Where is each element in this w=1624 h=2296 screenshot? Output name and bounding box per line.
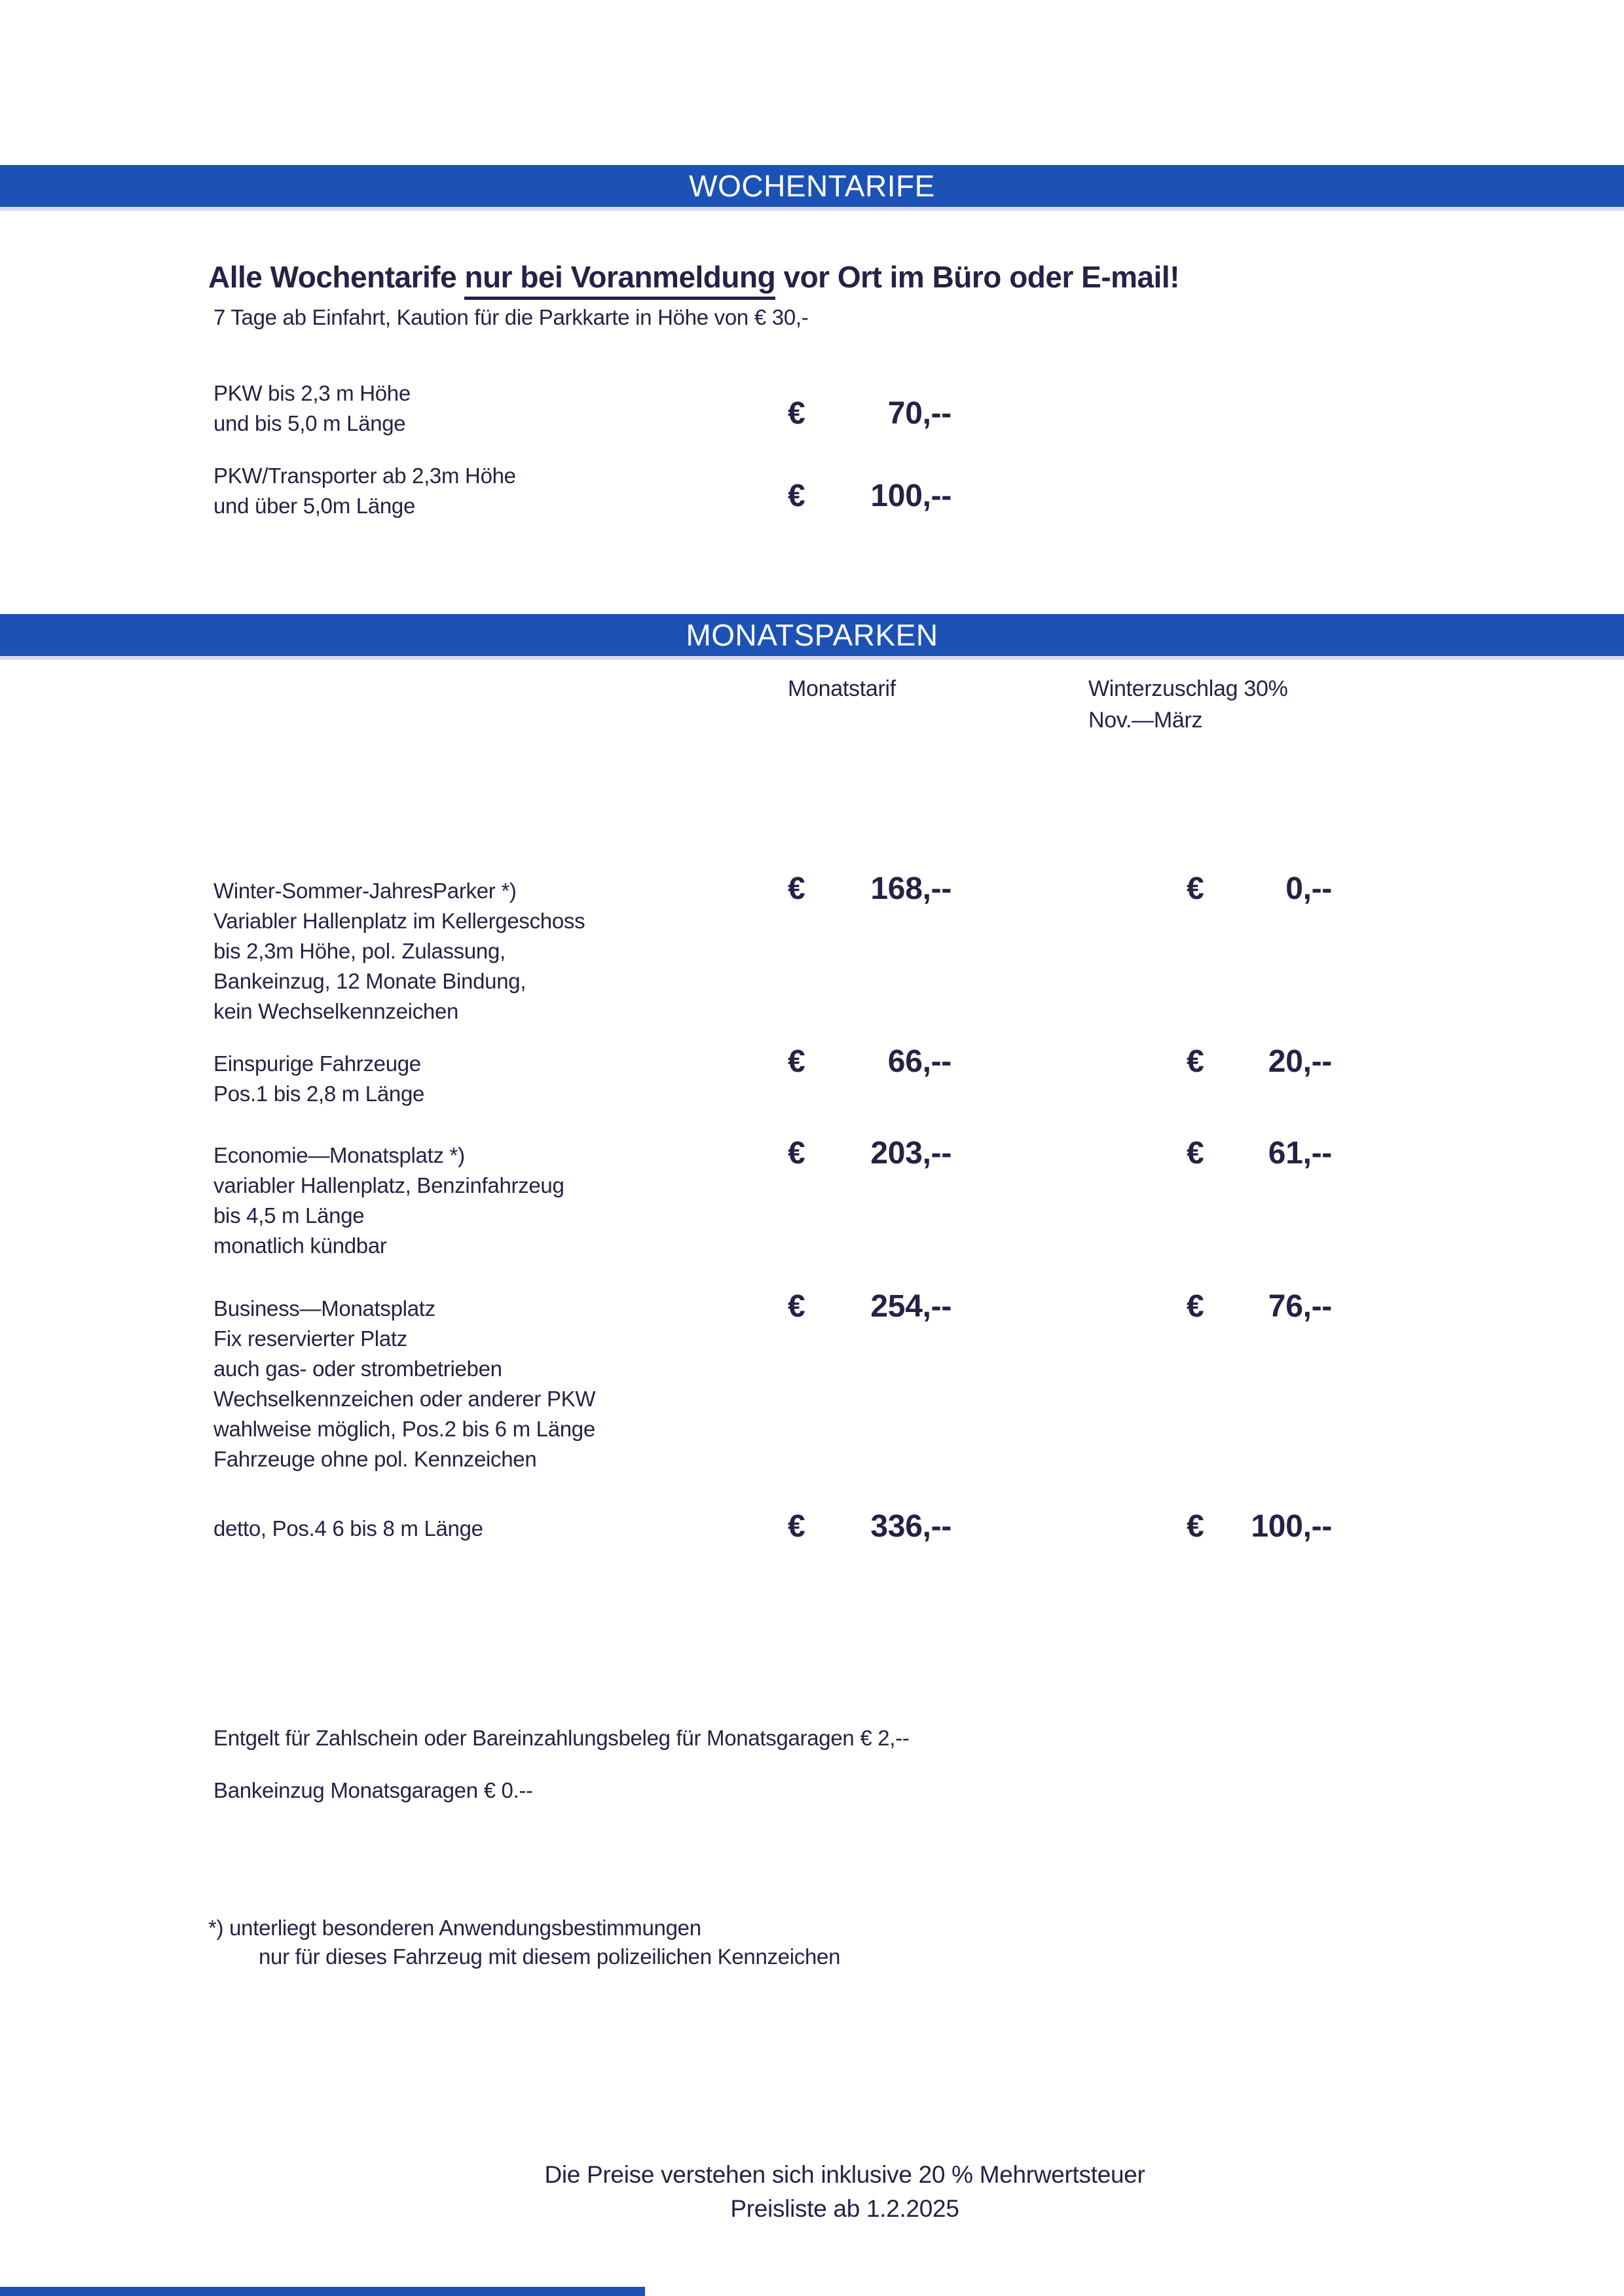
label-line: kein Wechselkennzeichen — [213, 999, 459, 1023]
currency-symbol: € — [1187, 1509, 1204, 1544]
label-line: und über 5,0m Länge — [213, 494, 416, 518]
currency-symbol: € — [788, 1289, 805, 1324]
currency-symbol: € — [788, 1136, 805, 1171]
price-amount: 254,-- — [870, 1289, 951, 1324]
tariff-row-label — [213, 876, 585, 1027]
currency-symbol: € — [788, 396, 805, 431]
price-amount: 76,-- — [1268, 1289, 1332, 1324]
price-amount: 61,-- — [1268, 1136, 1332, 1171]
label-line: Fahrzeuge ohne pol. Kennzeichen — [213, 1447, 537, 1471]
headline — [208, 259, 1179, 300]
tariff-row-label — [213, 1140, 564, 1261]
fee-note-zahlschein: Entgelt für Zahlschein oder Bareinzahlungsbeleg für Monatsgaragen € 2,-- — [213, 1726, 910, 1750]
tariff-row-label — [213, 1049, 424, 1109]
section-banner-wochentarife — [0, 165, 1624, 211]
label-line: und bis 5,0 m Länge — [213, 411, 406, 435]
label-line: Economie—Monatsplatz *) — [213, 1143, 465, 1167]
tariff-row-label — [213, 1294, 595, 1474]
label-line: detto, Pos.4 6 bis 8 m Länge — [213, 1516, 483, 1540]
currency-symbol: € — [1187, 1044, 1204, 1079]
tariff-row-label — [213, 461, 516, 521]
label-line: Wechselkennzeichen oder anderer PKW — [213, 1387, 596, 1411]
footer-vat-note: Die Preise verstehen sich inklusive 20 % Mehrwertsteuer — [544, 2161, 1145, 2188]
footnote-line1: *) unterliegt besonderen Anwendungsbestimmungen — [208, 1916, 701, 1940]
section-banner-monatsparken — [0, 614, 1624, 660]
column-header-monatstarif: Monatstarif — [788, 676, 896, 701]
column-header-winterzuschlag — [1088, 673, 1288, 736]
winterzuschlag-price — [1187, 1288, 1332, 1324]
label-line: PKW/Transporter ab 2,3m Höhe — [213, 464, 516, 488]
footer-validity-date: Preisliste ab 1.2.2025 — [730, 2195, 959, 2222]
tariff-row-label — [213, 378, 411, 439]
winterzuschlag-price — [1187, 1135, 1332, 1171]
currency-symbol: € — [788, 871, 805, 906]
label-line: monatlich kündbar — [213, 1233, 387, 1258]
label-line: Einspurige Fahrzeuge — [213, 1051, 421, 1076]
price-amount: 100,-- — [870, 479, 951, 513]
monatstarif-price — [788, 871, 951, 907]
label-line: Pos.1 bis 2,8 m Länge — [213, 1082, 425, 1106]
bottom-partial-banner — [0, 2287, 645, 2296]
headline-underlined: nur bei Voranmeldung — [464, 259, 775, 300]
label-line: bis 4,5 m Länge — [213, 1203, 365, 1228]
price-amount: 168,-- — [870, 871, 951, 906]
label-line: Variabler Hallenplatz im Kellergeschoss — [213, 909, 585, 933]
price-amount: 70,-- — [887, 396, 951, 431]
winterzuschlag-price — [1187, 1044, 1332, 1080]
label-line: Fix reservierter Platz — [213, 1326, 407, 1351]
column-header-line1: Winterzuschlag 30% — [1088, 676, 1288, 701]
label-line: wahlweise möglich, Pos.2 bis 6 m Länge — [213, 1417, 595, 1441]
headline-prefix: Alle Wochentarife — [208, 260, 465, 294]
monatstarif-price — [788, 1288, 951, 1324]
label-line: bis 2,3m Höhe, pol. Zulassung, — [213, 939, 506, 963]
price-amount: 203,-- — [870, 1136, 951, 1171]
currency-symbol: € — [1187, 1136, 1204, 1171]
weekly-price — [788, 395, 951, 431]
section-title-wochentarife: WOCHENTARIFE — [689, 169, 935, 203]
headline-suffix: vor Ort im Büro oder E-mail! — [775, 260, 1180, 294]
monatstarif-price — [788, 1508, 951, 1544]
currency-symbol: € — [1187, 1289, 1204, 1324]
label-line: Business—Monatsplatz — [213, 1296, 435, 1321]
currency-symbol: € — [788, 479, 805, 513]
monatstarif-price — [788, 1044, 951, 1080]
price-amount: 100,-- — [1251, 1509, 1332, 1544]
tariff-row-label — [213, 1514, 483, 1544]
price-amount: 336,-- — [870, 1509, 951, 1544]
label-line: Winter-Sommer-JahresParker *) — [213, 879, 517, 903]
price-amount: 66,-- — [887, 1044, 951, 1079]
price-amount: 20,-- — [1268, 1044, 1332, 1079]
winterzuschlag-price — [1187, 1508, 1332, 1544]
currency-symbol: € — [788, 1509, 805, 1544]
monatstarif-price — [788, 1135, 951, 1171]
label-line: variabler Hallenplatz, Benzinfahrzeug — [213, 1173, 564, 1197]
section-title-monatsparken: MONATSPARKEN — [686, 618, 938, 652]
column-header-line2: Nov.—März — [1088, 708, 1203, 733]
deposit-note: 7 Tage ab Einfahrt, Kaution für die Parkkarte in Höhe von € 30,- — [213, 305, 809, 329]
currency-symbol: € — [1187, 871, 1204, 906]
price-amount: 0,-- — [1285, 871, 1332, 906]
weekly-price — [788, 478, 951, 514]
fee-note-bankeinzug: Bankeinzug Monatsgaragen € 0.-- — [213, 1778, 533, 1802]
footnote-line2: nur für dieses Fahrzeug mit diesem polizeilichen Kennzeichen — [259, 1944, 841, 1969]
label-line: Bankeinzug, 12 Monate Bindung, — [213, 969, 526, 993]
winterzuschlag-price — [1187, 871, 1332, 907]
label-line: auch gas- oder strombetrieben — [213, 1357, 502, 1381]
currency-symbol: € — [788, 1044, 805, 1079]
label-line: PKW bis 2,3 m Höhe — [213, 381, 411, 405]
